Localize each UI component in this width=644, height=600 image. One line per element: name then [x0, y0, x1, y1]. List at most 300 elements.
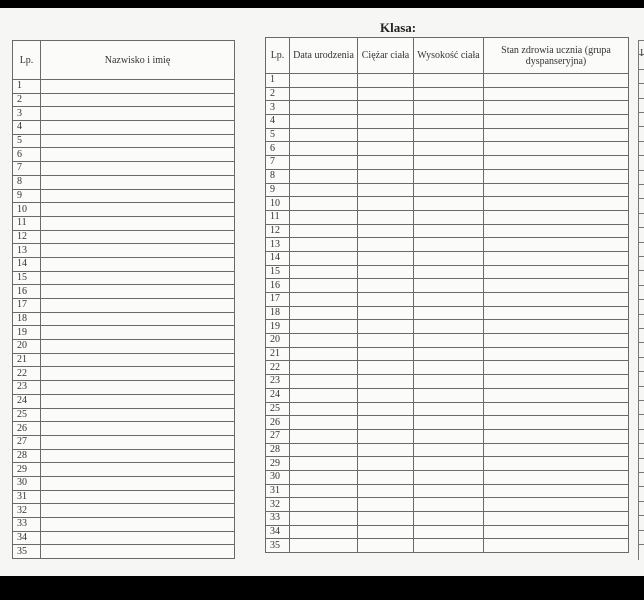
left-table-row-number: 32 — [13, 504, 41, 518]
right-table-row-number: 32 — [266, 498, 290, 512]
right-table-empty-cell[interactable] — [358, 484, 414, 498]
left-table-row-number: 26 — [13, 422, 41, 436]
right-table-empty-cell[interactable] — [290, 375, 358, 389]
scan-bottom-border — [0, 576, 644, 600]
right-table-row — [266, 279, 629, 293]
right-table-empty-cell[interactable] — [484, 197, 629, 211]
right-table-empty-cell[interactable] — [484, 443, 629, 457]
left-table-empty-cell[interactable] — [41, 271, 235, 285]
right-table-empty-cell[interactable] — [290, 224, 358, 238]
right-table-empty-cell[interactable] — [290, 416, 358, 430]
left-table-row — [13, 353, 235, 367]
right-table-empty-cell[interactable] — [358, 525, 414, 539]
left-table-empty-cell[interactable] — [41, 326, 235, 340]
right-table-row-number: 14 — [266, 251, 290, 265]
right-table-empty-cell[interactable] — [358, 87, 414, 101]
left-table-empty-cell[interactable] — [41, 367, 235, 381]
right-table-row — [266, 224, 629, 238]
right-table-empty-cell[interactable] — [484, 388, 629, 402]
left-table-row-number: 12 — [13, 230, 41, 244]
right-table-empty-cell[interactable] — [358, 128, 414, 142]
right-table-empty-cell[interactable] — [414, 539, 484, 553]
right-table-empty-cell[interactable] — [290, 293, 358, 307]
right-table-row-number: 17 — [266, 293, 290, 307]
right-col-health-status: Stan zdrowia ucznia (grupa dyspanseryjna) — [484, 38, 629, 74]
right-table-row-number: 4 — [266, 115, 290, 129]
right-table-empty-cell[interactable] — [358, 183, 414, 197]
left-table-empty-cell[interactable] — [41, 203, 235, 217]
edge-tick — [639, 184, 644, 185]
right-table-empty-cell[interactable] — [414, 512, 484, 526]
left-table-empty-cell[interactable] — [41, 490, 235, 504]
left-table-row-number: 17 — [13, 299, 41, 313]
right-table-empty-cell[interactable] — [414, 265, 484, 279]
right-table-empty-cell[interactable] — [484, 457, 629, 471]
left-table-row-number: 11 — [13, 216, 41, 230]
edge-tick — [639, 371, 644, 372]
right-table-empty-cell[interactable] — [414, 101, 484, 115]
left-table-empty-cell[interactable] — [41, 394, 235, 408]
right-table-row — [266, 347, 629, 361]
right-table-empty-cell[interactable] — [484, 87, 629, 101]
edge-tick — [639, 386, 644, 387]
right-table-empty-cell[interactable] — [484, 224, 629, 238]
right-table-empty-cell[interactable] — [358, 306, 414, 320]
right-table-empty-cell[interactable] — [290, 470, 358, 484]
left-table-row-number: 5 — [13, 134, 41, 148]
right-table-row-number: 8 — [266, 169, 290, 183]
right-table-empty-cell[interactable] — [358, 210, 414, 224]
right-table-empty-cell[interactable] — [290, 210, 358, 224]
right-table-empty-cell[interactable] — [414, 457, 484, 471]
right-table-empty-cell[interactable] — [484, 293, 629, 307]
right-table-empty-cell[interactable] — [414, 238, 484, 252]
left-table-row — [13, 490, 235, 504]
right-table-empty-cell[interactable] — [484, 470, 629, 484]
left-table-row — [13, 230, 235, 244]
left-table-empty-cell[interactable] — [41, 244, 235, 258]
right-table-empty-cell[interactable] — [414, 525, 484, 539]
right-table-empty-cell[interactable] — [484, 498, 629, 512]
right-table-empty-cell[interactable] — [290, 539, 358, 553]
right-table-empty-cell[interactable] — [484, 512, 629, 526]
right-table-empty-cell[interactable] — [358, 320, 414, 334]
right-table-row — [266, 402, 629, 416]
left-table-row — [13, 545, 235, 559]
right-table-empty-cell[interactable] — [414, 156, 484, 170]
left-table-row — [13, 257, 235, 271]
right-table-empty-cell[interactable] — [484, 416, 629, 430]
left-table-row-number: 20 — [13, 340, 41, 354]
right-table-empty-cell[interactable] — [358, 334, 414, 348]
right-table-row-number: 23 — [266, 375, 290, 389]
right-table-empty-cell[interactable] — [358, 197, 414, 211]
left-table-empty-cell[interactable] — [41, 230, 235, 244]
right-table-empty-cell[interactable] — [414, 183, 484, 197]
left-table-body — [13, 80, 235, 559]
student-health-table — [265, 37, 629, 553]
left-table-empty-cell[interactable] — [41, 531, 235, 545]
right-table-empty-cell[interactable] — [290, 361, 358, 375]
left-table-row — [13, 381, 235, 395]
right-table-empty-cell[interactable] — [358, 498, 414, 512]
left-table-empty-cell[interactable] — [41, 134, 235, 148]
left-table-row — [13, 367, 235, 381]
right-table-row — [266, 128, 629, 142]
right-table-row-number: 10 — [266, 197, 290, 211]
left-table-row-number: 29 — [13, 463, 41, 477]
right-table-empty-cell[interactable] — [484, 375, 629, 389]
right-table-empty-cell[interactable] — [484, 169, 629, 183]
right-table-empty-cell[interactable] — [414, 402, 484, 416]
right-table-empty-cell[interactable] — [358, 416, 414, 430]
edge-tick — [639, 213, 644, 214]
left-table-row — [13, 134, 235, 148]
left-table-row — [13, 162, 235, 176]
right-table-empty-cell[interactable] — [484, 128, 629, 142]
edge-tick — [639, 270, 644, 271]
right-table-empty-cell[interactable] — [414, 197, 484, 211]
left-table-row-number: 22 — [13, 367, 41, 381]
edge-tick — [639, 443, 644, 444]
left-table-row-number: 13 — [13, 244, 41, 258]
left-table-empty-cell[interactable] — [41, 80, 235, 94]
right-table-empty-cell[interactable] — [484, 361, 629, 375]
left-table-empty-cell[interactable] — [41, 408, 235, 422]
edge-tick — [639, 472, 644, 473]
left-table-empty-cell[interactable] — [41, 449, 235, 463]
right-table-empty-cell[interactable] — [358, 74, 414, 88]
right-table-empty-cell[interactable] — [290, 128, 358, 142]
right-table-empty-cell[interactable] — [290, 484, 358, 498]
right-table-empty-cell[interactable] — [414, 498, 484, 512]
left-table-row — [13, 504, 235, 518]
right-table-empty-cell[interactable] — [484, 238, 629, 252]
right-table-empty-cell[interactable] — [414, 115, 484, 129]
left-table-empty-cell[interactable] — [41, 285, 235, 299]
edge-tick — [639, 242, 644, 243]
left-table-row-number: 25 — [13, 408, 41, 422]
left-table-empty-cell[interactable] — [41, 504, 235, 518]
right-table-empty-cell[interactable] — [414, 279, 484, 293]
right-table-empty-cell[interactable] — [290, 498, 358, 512]
right-table-empty-cell[interactable] — [358, 375, 414, 389]
left-table-row-number: 6 — [13, 148, 41, 162]
right-table-empty-cell[interactable] — [414, 251, 484, 265]
right-table-empty-cell[interactable] — [358, 429, 414, 443]
left-table-row — [13, 189, 235, 203]
left-table-empty-cell[interactable] — [41, 518, 235, 532]
right-table-row — [266, 334, 629, 348]
right-table-empty-cell[interactable] — [414, 169, 484, 183]
left-table-row-number: 3 — [13, 107, 41, 121]
left-table-empty-cell[interactable] — [41, 148, 235, 162]
right-table-empty-cell[interactable] — [290, 388, 358, 402]
right-table-empty-cell[interactable] — [358, 293, 414, 307]
left-table-empty-cell[interactable] — [41, 353, 235, 367]
right-table-empty-cell[interactable] — [484, 251, 629, 265]
right-table-row-number: 21 — [266, 347, 290, 361]
right-table-row-number: 6 — [266, 142, 290, 156]
right-table-empty-cell[interactable] — [414, 224, 484, 238]
right-table-row-number: 15 — [266, 265, 290, 279]
left-table-row-number: 18 — [13, 312, 41, 326]
right-table-row-number: 20 — [266, 334, 290, 348]
left-table-empty-cell[interactable] — [41, 422, 235, 436]
left-table-row-number: 15 — [13, 271, 41, 285]
right-table-empty-cell[interactable] — [358, 457, 414, 471]
right-table-empty-cell[interactable] — [290, 115, 358, 129]
right-table-empty-cell[interactable] — [290, 306, 358, 320]
right-table-empty-cell[interactable] — [290, 183, 358, 197]
edge-tick — [639, 458, 644, 459]
right-table-empty-cell[interactable] — [358, 265, 414, 279]
left-table-empty-cell[interactable] — [41, 257, 235, 271]
right-table-row — [266, 265, 629, 279]
right-table-empty-cell[interactable] — [414, 375, 484, 389]
right-table-empty-cell[interactable] — [358, 361, 414, 375]
right-table-empty-cell[interactable] — [484, 156, 629, 170]
left-table-empty-cell[interactable] — [41, 476, 235, 490]
right-table-empty-cell[interactable] — [290, 101, 358, 115]
left-table-row — [13, 449, 235, 463]
right-table-empty-cell[interactable] — [414, 361, 484, 375]
right-table-row — [266, 115, 629, 129]
right-table-row — [266, 375, 629, 389]
left-table-row — [13, 326, 235, 340]
right-table-empty-cell[interactable] — [290, 457, 358, 471]
right-table-empty-cell[interactable] — [484, 183, 629, 197]
right-table-empty-cell[interactable] — [484, 210, 629, 224]
right-table-empty-cell[interactable] — [414, 87, 484, 101]
right-table-row — [266, 156, 629, 170]
right-table-row-number: 27 — [266, 429, 290, 443]
right-table-empty-cell[interactable] — [290, 265, 358, 279]
right-table-empty-cell[interactable] — [290, 238, 358, 252]
left-table-row — [13, 121, 235, 135]
left-table-row-number: 24 — [13, 394, 41, 408]
left-table-row — [13, 312, 235, 326]
right-table-empty-cell[interactable] — [290, 197, 358, 211]
right-table-empty-cell[interactable] — [358, 142, 414, 156]
left-table-row — [13, 299, 235, 313]
right-table-empty-cell[interactable] — [414, 416, 484, 430]
right-table-row — [266, 320, 629, 334]
left-table-row-number: 1 — [13, 80, 41, 94]
right-table-empty-cell[interactable] — [414, 74, 484, 88]
right-table-empty-cell[interactable] — [414, 128, 484, 142]
edge-tick — [639, 155, 644, 156]
right-table-row — [266, 361, 629, 375]
right-table-empty-cell[interactable] — [484, 334, 629, 348]
right-table-empty-cell[interactable] — [484, 539, 629, 553]
left-table-row-number: 16 — [13, 285, 41, 299]
right-table-empty-cell[interactable] — [290, 429, 358, 443]
right-table-empty-cell[interactable] — [484, 347, 629, 361]
right-table-row — [266, 210, 629, 224]
right-table-row-number: 3 — [266, 101, 290, 115]
left-table-row-number: 8 — [13, 175, 41, 189]
right-table-empty-cell[interactable] — [290, 279, 358, 293]
edge-tick — [639, 342, 644, 343]
left-table-row — [13, 394, 235, 408]
left-table-row-number: 21 — [13, 353, 41, 367]
left-table-row — [13, 107, 235, 121]
right-table-empty-cell[interactable] — [290, 156, 358, 170]
right-table-row-number: 9 — [266, 183, 290, 197]
right-table-empty-cell[interactable] — [290, 347, 358, 361]
right-table-empty-cell[interactable] — [358, 224, 414, 238]
right-table-empty-cell[interactable] — [358, 402, 414, 416]
right-table-empty-cell[interactable] — [484, 142, 629, 156]
right-table-empty-cell[interactable] — [414, 443, 484, 457]
right-table-empty-cell[interactable] — [414, 306, 484, 320]
right-table-empty-cell[interactable] — [414, 210, 484, 224]
right-table-empty-cell[interactable] — [484, 279, 629, 293]
left-table-row — [13, 80, 235, 94]
left-table-row — [13, 175, 235, 189]
right-table-row — [266, 293, 629, 307]
right-table-empty-cell[interactable] — [290, 334, 358, 348]
right-table-empty-cell[interactable] — [484, 320, 629, 334]
next-page-edge — [638, 40, 644, 560]
edge-tick — [639, 126, 644, 127]
left-table-empty-cell[interactable] — [41, 189, 235, 203]
right-table-empty-cell[interactable] — [414, 470, 484, 484]
left-table-row — [13, 422, 235, 436]
right-table-empty-cell[interactable] — [290, 512, 358, 526]
right-table-empty-cell[interactable] — [484, 306, 629, 320]
right-table-empty-cell[interactable] — [358, 115, 414, 129]
edge-tick — [639, 83, 644, 84]
right-table-empty-cell[interactable] — [358, 279, 414, 293]
edge-tick — [639, 501, 644, 502]
left-table-empty-cell[interactable] — [41, 121, 235, 135]
left-table-empty-cell[interactable] — [41, 107, 235, 121]
right-table-empty-cell[interactable] — [484, 74, 629, 88]
right-table-empty-cell[interactable] — [358, 443, 414, 457]
right-table-empty-cell[interactable] — [290, 169, 358, 183]
right-col-height: Wysokość ciała — [414, 38, 484, 74]
edge-tick — [639, 314, 644, 315]
left-table-row-number: 7 — [13, 162, 41, 176]
right-table-empty-cell[interactable] — [484, 429, 629, 443]
right-table-empty-cell[interactable] — [290, 74, 358, 88]
right-table-empty-cell[interactable] — [358, 169, 414, 183]
right-table-row-number: 22 — [266, 361, 290, 375]
left-table-row-number: 28 — [13, 449, 41, 463]
left-table-row-number: 4 — [13, 121, 41, 135]
left-table-row — [13, 408, 235, 422]
left-table-empty-cell[interactable] — [41, 435, 235, 449]
right-table-empty-cell[interactable] — [358, 347, 414, 361]
right-table-empty-cell[interactable] — [414, 334, 484, 348]
right-table-row — [266, 388, 629, 402]
right-table-empty-cell[interactable] — [358, 238, 414, 252]
edge-tick — [639, 98, 644, 99]
right-table-empty-cell[interactable] — [484, 402, 629, 416]
right-table-header-row — [266, 38, 629, 74]
left-table-empty-cell[interactable] — [41, 312, 235, 326]
right-table-empty-cell[interactable] — [484, 525, 629, 539]
left-table-empty-cell[interactable] — [41, 340, 235, 354]
right-table-empty-cell[interactable] — [358, 388, 414, 402]
left-table-empty-cell[interactable] — [41, 93, 235, 107]
right-table-empty-cell[interactable] — [484, 115, 629, 129]
right-table-empty-cell[interactable] — [414, 484, 484, 498]
right-table-row-number: 2 — [266, 87, 290, 101]
edge-tick — [639, 40, 644, 41]
left-table-row-number: 30 — [13, 476, 41, 490]
right-table-empty-cell[interactable] — [414, 293, 484, 307]
right-table-row — [266, 183, 629, 197]
right-table-empty-cell[interactable] — [290, 142, 358, 156]
right-table-empty-cell[interactable] — [358, 512, 414, 526]
class-label-text: Klasa: — [380, 20, 417, 35]
right-table-row — [266, 238, 629, 252]
right-table-empty-cell[interactable] — [414, 429, 484, 443]
next-page-edge-letter: I — [640, 48, 644, 59]
left-table-empty-cell[interactable] — [41, 162, 235, 176]
student-names-table — [12, 40, 235, 559]
right-table-row — [266, 169, 629, 183]
left-table-row — [13, 203, 235, 217]
right-table-empty-cell[interactable] — [414, 347, 484, 361]
right-table-row — [266, 197, 629, 211]
right-table-empty-cell[interactable] — [414, 388, 484, 402]
left-table-empty-cell[interactable] — [41, 175, 235, 189]
right-table-row-number: 28 — [266, 443, 290, 457]
right-table-empty-cell[interactable] — [414, 320, 484, 334]
left-table-row — [13, 216, 235, 230]
right-table-empty-cell[interactable] — [484, 101, 629, 115]
right-table-empty-cell[interactable] — [290, 251, 358, 265]
left-table-empty-cell[interactable] — [41, 545, 235, 559]
left-table-row-number: 31 — [13, 490, 41, 504]
right-table-row-number: 35 — [266, 539, 290, 553]
right-table-empty-cell[interactable] — [290, 402, 358, 416]
right-table-empty-cell[interactable] — [414, 142, 484, 156]
right-table-row — [266, 498, 629, 512]
edge-tick — [639, 400, 644, 401]
right-table-empty-cell[interactable] — [358, 101, 414, 115]
right-table-empty-cell[interactable] — [484, 484, 629, 498]
edge-tick — [639, 112, 644, 113]
left-table-row — [13, 531, 235, 545]
right-table-empty-cell[interactable] — [358, 470, 414, 484]
edge-tick — [639, 429, 644, 430]
right-table-empty-cell[interactable] — [358, 251, 414, 265]
right-table-row-number: 33 — [266, 512, 290, 526]
right-table-empty-cell[interactable] — [358, 539, 414, 553]
right-table-row — [266, 416, 629, 430]
right-table-empty-cell[interactable] — [484, 265, 629, 279]
left-table-empty-cell[interactable] — [41, 463, 235, 477]
right-table-empty-cell[interactable] — [290, 443, 358, 457]
left-table-empty-cell[interactable] — [41, 381, 235, 395]
left-table-row — [13, 476, 235, 490]
right-table-empty-cell[interactable] — [290, 320, 358, 334]
right-table-row-number: 19 — [266, 320, 290, 334]
right-table-row-number: 25 — [266, 402, 290, 416]
right-table-empty-cell[interactable] — [358, 156, 414, 170]
right-table-body — [266, 74, 629, 553]
right-table-row-number: 11 — [266, 210, 290, 224]
right-table-empty-cell[interactable] — [290, 87, 358, 101]
right-table-empty-cell[interactable] — [290, 525, 358, 539]
left-table-empty-cell[interactable] — [41, 299, 235, 313]
left-table-empty-cell[interactable] — [41, 216, 235, 230]
